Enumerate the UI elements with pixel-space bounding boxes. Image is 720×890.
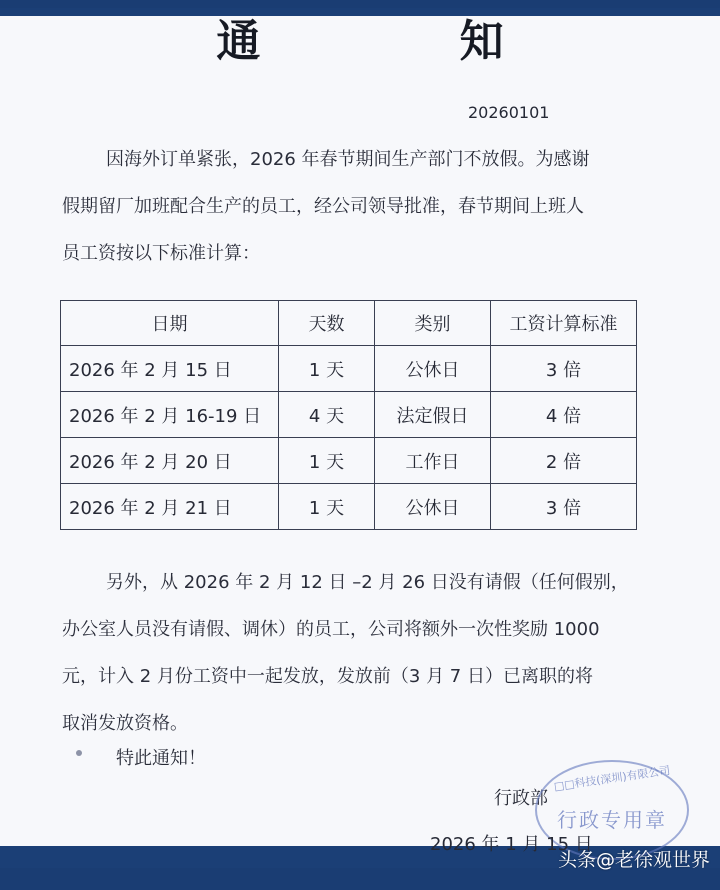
page-title: 通 知 bbox=[216, 16, 596, 67]
cell-days: 1 天 bbox=[279, 346, 375, 392]
table-row bbox=[61, 484, 637, 530]
intro-paragraph bbox=[62, 150, 672, 291]
cell-wage: 2 倍 bbox=[491, 438, 637, 484]
bonus-line: 取消发放资格。 bbox=[62, 713, 188, 734]
cell-category: 法定假日 bbox=[375, 392, 491, 438]
bonus-line: 办公室人员没有请假、调休）的员工，公司将额外一次性奖励 1000 bbox=[62, 619, 600, 640]
table-row bbox=[61, 438, 637, 484]
department-signature: 行政部 bbox=[494, 788, 548, 809]
intro-line: 假期留厂加班配合生产的员工，经公司领导批准，春节期间上班人 bbox=[62, 196, 584, 217]
cell-wage: 3 倍 bbox=[491, 484, 637, 530]
cell-category: 公休日 bbox=[375, 484, 491, 530]
closing-text: 特此通知！ bbox=[116, 748, 206, 769]
cell-date: 2026 年 2 月 15 日 bbox=[61, 346, 279, 392]
header-date: 日期 bbox=[61, 301, 279, 346]
seal-center-text: 行政专用章 bbox=[557, 808, 667, 832]
table-row bbox=[61, 392, 637, 438]
seal-arc-text: □□科技(深圳)有限公司 bbox=[553, 763, 672, 794]
intro-line: 因海外订单紧张，2026 年春节期间生产部门不放假。为感谢 bbox=[106, 149, 590, 170]
document-number: 20260101 bbox=[468, 103, 550, 122]
header-days: 天数 bbox=[279, 301, 375, 346]
bonus-paragraph bbox=[62, 573, 672, 761]
top-border-band bbox=[0, 8, 720, 16]
bonus-line: 元，计入 2 月份工资中一起发放，发放前（3 月 7 日）已离职的将 bbox=[62, 666, 593, 687]
notice-page bbox=[0, 8, 720, 868]
cell-category: 公休日 bbox=[375, 346, 491, 392]
header-wage-standard: 工资计算标准 bbox=[491, 301, 637, 346]
cell-category: 工作日 bbox=[375, 438, 491, 484]
header-category: 类别 bbox=[375, 301, 491, 346]
cell-date: 2026 年 2 月 16-19 日 bbox=[61, 392, 279, 438]
watermark-text: 头条@老徐观世界 bbox=[557, 849, 710, 871]
intro-line: 员工资按以下标准计算： bbox=[62, 243, 260, 264]
cell-date: 2026 年 2 月 21 日 bbox=[61, 484, 279, 530]
cell-date: 2026 年 2 月 20 日 bbox=[61, 438, 279, 484]
table-row bbox=[61, 346, 637, 392]
cell-days: 1 天 bbox=[279, 484, 375, 530]
table-header-row bbox=[61, 301, 637, 346]
signature-date: 2026 年 1 月 15 日 bbox=[430, 834, 593, 855]
cell-wage: 3 倍 bbox=[491, 346, 637, 392]
cell-wage: 4 倍 bbox=[491, 392, 637, 438]
cell-days: 1 天 bbox=[279, 438, 375, 484]
margin-dot bbox=[76, 750, 82, 756]
cell-days: 4 天 bbox=[279, 392, 375, 438]
wage-table bbox=[60, 300, 637, 530]
bonus-line: 另外，从 2026 年 2 月 12 日 –2 月 26 日没有请假（任何假别， bbox=[106, 572, 629, 593]
